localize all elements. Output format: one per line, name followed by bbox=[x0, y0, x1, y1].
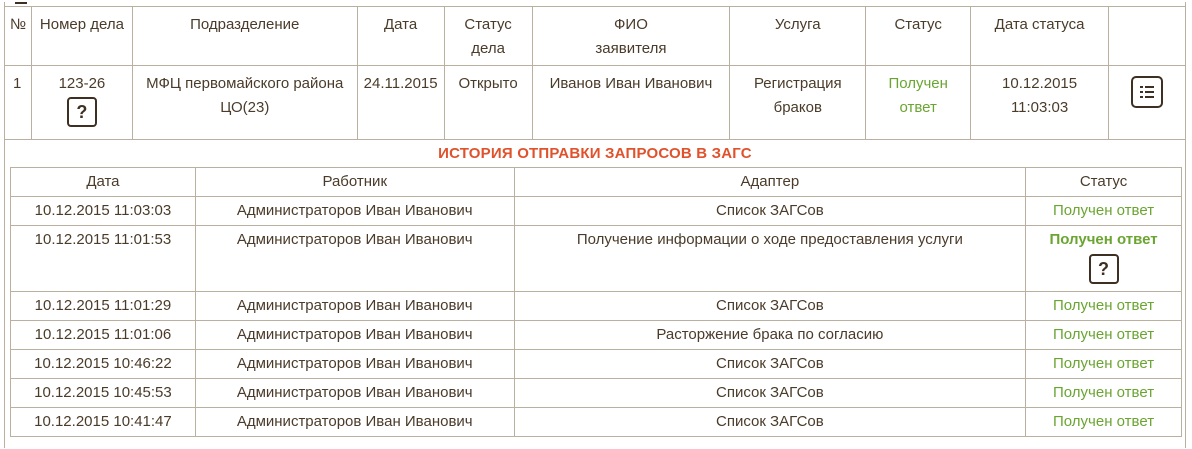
case-actions bbox=[1109, 66, 1186, 140]
history-status: Получен ответ bbox=[1026, 197, 1182, 226]
header-case-status: Статус дела bbox=[444, 7, 532, 66]
case-num: 1 bbox=[5, 66, 32, 140]
list-menu-icon[interactable] bbox=[1131, 76, 1163, 108]
history-row bbox=[11, 350, 1182, 379]
history-adapter: Список ЗАГСов bbox=[514, 350, 1025, 379]
history-date: 10.12.2015 10:41:47 bbox=[11, 408, 196, 437]
history-worker: Администраторов Иван Иванович bbox=[195, 350, 514, 379]
history-date: 10.12.2015 10:45:53 bbox=[11, 379, 196, 408]
history-worker: Администраторов Иван Иванович bbox=[195, 226, 514, 292]
history-header bbox=[11, 168, 1182, 197]
history-header-date: Дата bbox=[11, 168, 196, 197]
history-worker: Администраторов Иван Иванович bbox=[195, 197, 514, 226]
case-help-icon[interactable]: ? bbox=[67, 97, 97, 127]
history-row bbox=[11, 408, 1182, 437]
history-adapter: Список ЗАГСов bbox=[514, 292, 1025, 321]
case-number: 123-26 bbox=[58, 75, 106, 92]
history-worker: Администраторов Иван Иванович bbox=[195, 379, 514, 408]
history-status: Получен ответ bbox=[1026, 379, 1182, 408]
collapse-mark bbox=[15, 0, 27, 4]
header-department: Подразделение bbox=[132, 7, 357, 66]
history-date: 10.12.2015 11:01:29 bbox=[11, 292, 196, 321]
header-actions bbox=[1109, 7, 1186, 66]
history-title: ИСТОРИЯ ОТПРАВКИ ЗАПРОСОВ В ЗАГС bbox=[438, 145, 752, 162]
history-row bbox=[11, 226, 1182, 292]
history-date: 10.12.2015 11:01:06 bbox=[11, 321, 196, 350]
history-worker: Администраторов Иван Иванович bbox=[195, 408, 514, 437]
case-table bbox=[4, 6, 1186, 140]
case-service: Регистрация браков bbox=[730, 66, 866, 140]
history-status: Получен ответ bbox=[1026, 292, 1182, 321]
case-applicant: Иванов Иван Иванович bbox=[532, 66, 730, 140]
case-current-status: Получен ответ bbox=[866, 66, 971, 140]
header-service: Услуга bbox=[730, 7, 866, 66]
case-row bbox=[5, 66, 1186, 140]
history-adapter: Расторжение брака по согласию bbox=[514, 321, 1025, 350]
header-num: № bbox=[5, 7, 32, 66]
case-date: 24.11.2015 bbox=[357, 66, 444, 140]
case-department: МФЦ первомайского района ЦО(23) bbox=[132, 66, 357, 140]
history-adapter: Список ЗАГСов bbox=[514, 379, 1025, 408]
history-header-status: Статус bbox=[1026, 168, 1182, 197]
header-case-number: Номер дела bbox=[31, 7, 132, 66]
history-date: 10.12.2015 11:03:03 bbox=[11, 197, 196, 226]
header-applicant: ФИО заявителя bbox=[532, 7, 730, 66]
history-adapter: Список ЗАГСов bbox=[514, 408, 1025, 437]
header-status-date: Дата статуса bbox=[971, 7, 1109, 66]
history-worker: Администраторов Иван Иванович bbox=[195, 292, 514, 321]
history-status: Получен ответ bbox=[1026, 321, 1182, 350]
history-worker: Администраторов Иван Иванович bbox=[195, 321, 514, 350]
history-row bbox=[11, 321, 1182, 350]
history-header-worker: Работник bbox=[195, 168, 514, 197]
case-status: Открыто bbox=[444, 66, 532, 140]
history-row bbox=[11, 292, 1182, 321]
header-status: Статус bbox=[866, 7, 971, 66]
header-date: Дата bbox=[357, 7, 444, 66]
history-adapter: Получение информации о ходе предоставления услуги bbox=[514, 226, 1025, 292]
case-number-cell bbox=[31, 66, 132, 140]
history-adapter: Список ЗАГСов bbox=[514, 197, 1025, 226]
history-status: Получен ответ bbox=[1026, 350, 1182, 379]
history-date: 10.12.2015 10:46:22 bbox=[11, 350, 196, 379]
history-status: Получен ответ bbox=[1026, 408, 1182, 437]
history-header-adapter: Адаптер bbox=[514, 168, 1025, 197]
case-panel bbox=[4, 2, 1186, 448]
history-help-icon[interactable]: ? bbox=[1089, 254, 1119, 284]
case-status-date: 10.12.2015 11:03:03 bbox=[971, 66, 1109, 140]
case-table-header bbox=[5, 7, 1186, 66]
history-row bbox=[11, 197, 1182, 226]
history-status-cell bbox=[1026, 226, 1182, 292]
history-row bbox=[11, 379, 1182, 408]
history-table bbox=[10, 167, 1182, 437]
history-status: Получен ответ bbox=[1049, 231, 1158, 248]
history-date: 10.12.2015 11:01:53 bbox=[11, 226, 196, 292]
